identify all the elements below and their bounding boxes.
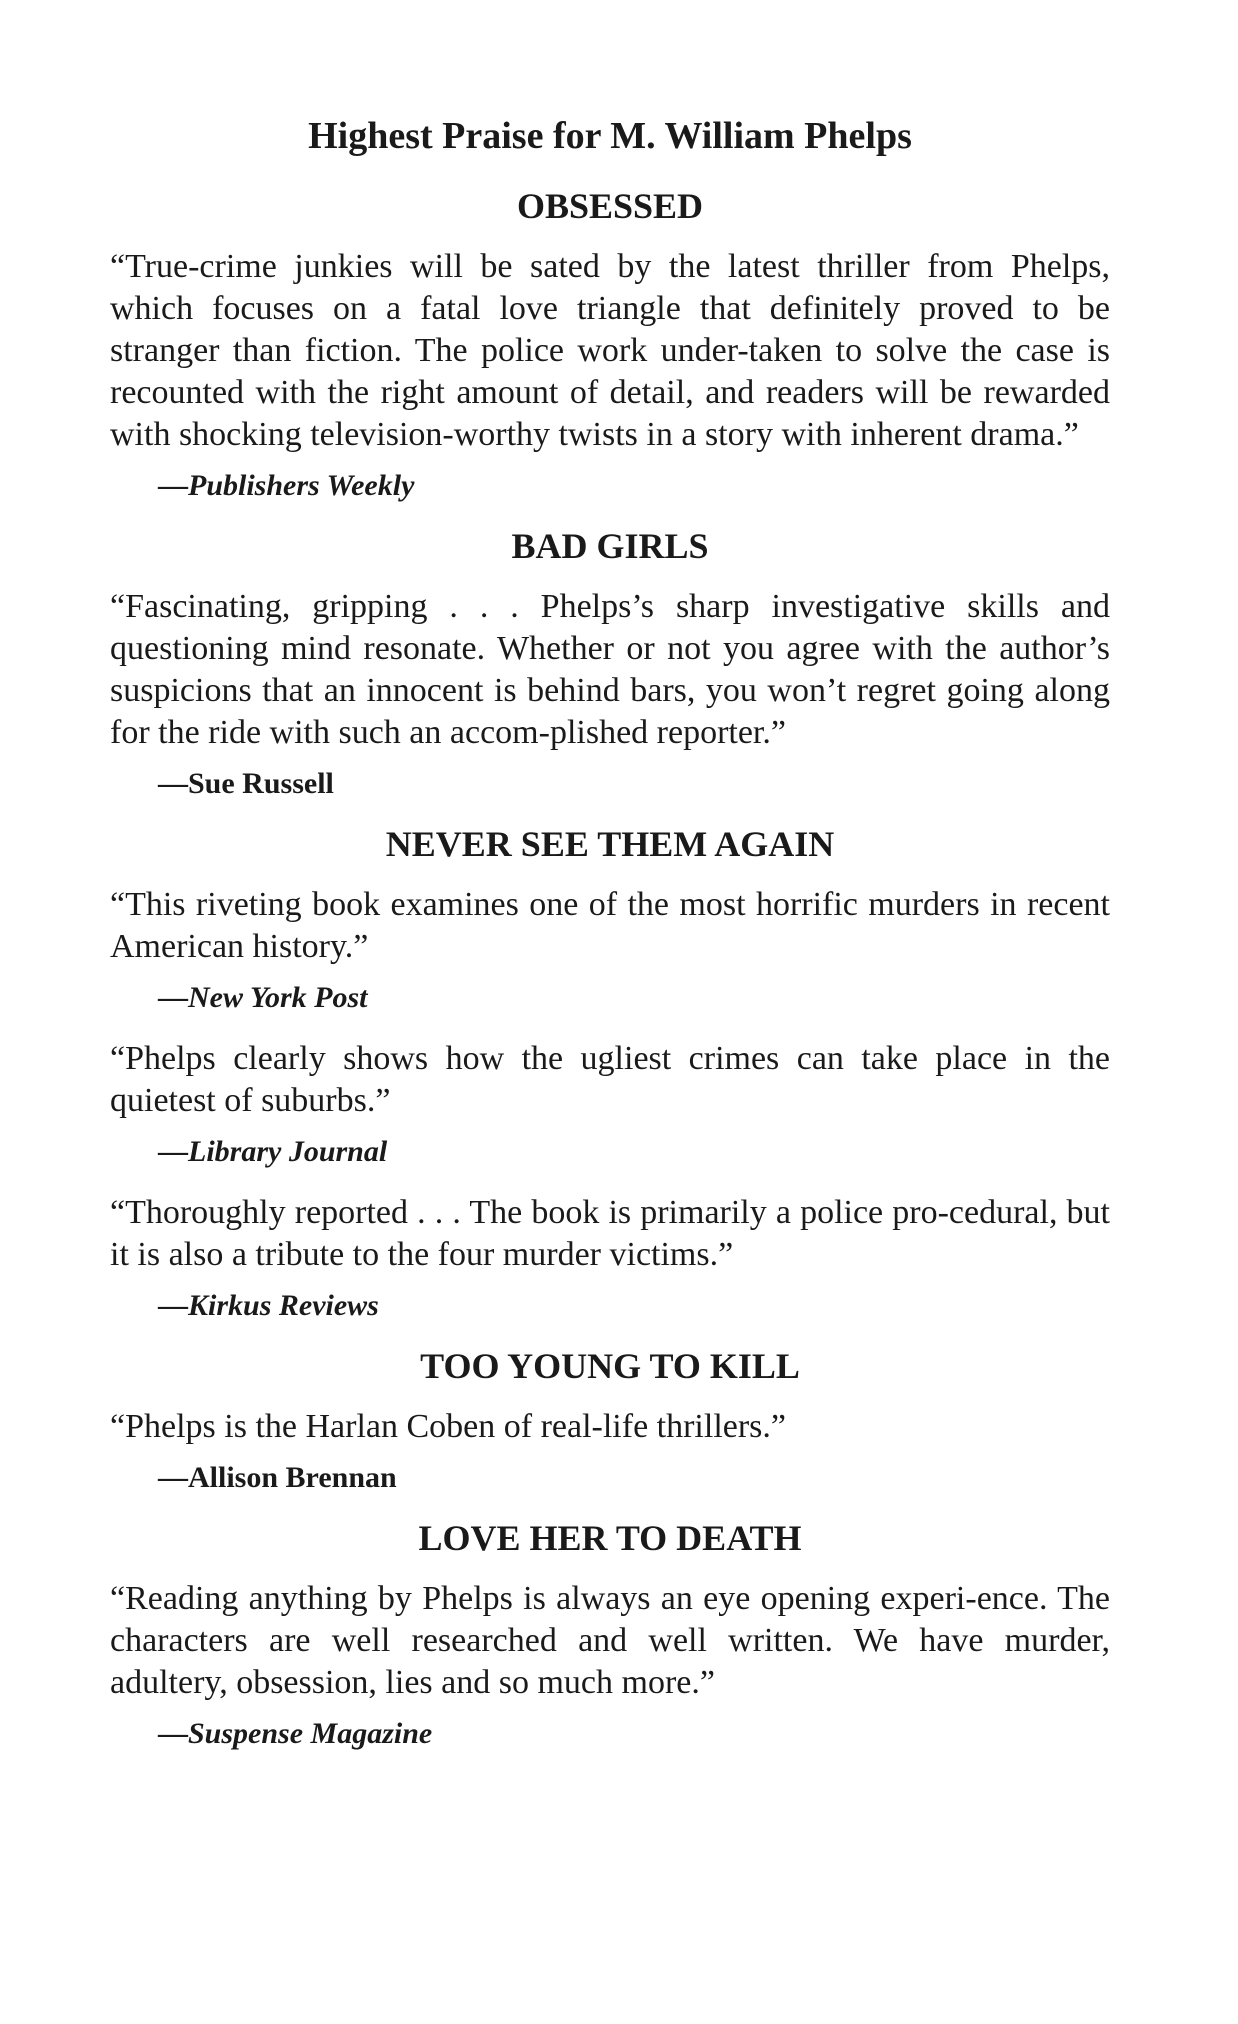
review-attribution — [158, 1286, 1110, 1326]
attribution-dash: — — [158, 1135, 188, 1168]
attribution-dash: — — [158, 1717, 188, 1750]
review-quote: “Reading anything by Phelps is always an eye opening experi-ence. The characters are well researched and well written. We have murder, adultery, obsession, lies and so much more.” — [110, 1580, 1110, 1701]
page-title: Highest Praise for M. William Phelps — [308, 115, 912, 157]
section-title: BAD GIRLS — [511, 526, 709, 566]
review-quote: “Thoroughly reported . . . The book is primarily a police pro-cedural, but it is also a tribute to the four murder victims.” — [110, 1194, 1110, 1273]
attribution-source: Kirkus Reviews — [188, 1289, 379, 1322]
review-attribution — [158, 1458, 1110, 1498]
review-quote: “Phelps is the Harlan Coben of real-life thrillers.” — [110, 1408, 786, 1445]
review-quote: “True-crime junkies will be sated by the latest thriller from Phelps, which focuses on a fatal love triangle that definitely proved to be stranger than fiction. The police work under-taken to solve the case is recounted with the right amount of detail, and readers will be rewarded with shocking television-worthy twists in a story with inherent drama.” — [110, 248, 1110, 453]
review-entry — [110, 884, 1110, 1018]
section-love-her-to-death — [110, 1516, 1110, 1754]
review-entry — [110, 1406, 1110, 1498]
review-entry — [110, 1578, 1110, 1754]
review-entry — [110, 586, 1110, 804]
attribution-dash: — — [158, 1461, 188, 1494]
review-entry — [110, 1038, 1110, 1172]
review-attribution — [158, 466, 1110, 506]
review-quote: “Phelps clearly shows how the ugliest crimes can take place in the quietest of suburbs.” — [110, 1040, 1110, 1119]
review-entry — [110, 246, 1110, 506]
attribution-source: New York Post — [188, 981, 368, 1014]
section-title: TOO YOUNG TO KILL — [420, 1346, 800, 1386]
section-title: LOVE HER TO DEATH — [418, 1518, 802, 1558]
review-quote: “Fascinating, gripping . . . Phelps’s sharp investigative skills and questioning mind resonate. Whether or not you agree with the author’s suspicions that an innocent is behind bars, you won’t regret going along for the ride with such an accom-plished reporter.” — [110, 588, 1110, 751]
section-bad-girls — [110, 524, 1110, 804]
attribution-source: Allison Brennan — [188, 1461, 397, 1494]
attribution-source: Sue Russell — [188, 767, 334, 800]
section-never-see-them-again — [110, 822, 1110, 1326]
section-obsessed — [110, 184, 1110, 506]
attribution-source: Suspense Magazine — [188, 1717, 433, 1750]
attribution-dash: — — [158, 469, 188, 502]
section-title: OBSESSED — [516, 186, 704, 226]
praise-page — [110, 110, 1110, 1772]
attribution-dash: — — [158, 1289, 188, 1322]
attribution-source: Library Journal — [188, 1135, 388, 1168]
review-attribution — [158, 1714, 1110, 1754]
section-too-young-to-kill — [110, 1344, 1110, 1498]
review-entry — [110, 1192, 1110, 1326]
review-attribution — [158, 978, 1110, 1018]
attribution-source: Publishers Weekly — [188, 469, 415, 502]
section-title: NEVER SEE THEM AGAIN — [385, 824, 835, 864]
review-attribution — [158, 1132, 1110, 1172]
review-quote: “This riveting book examines one of the most horrific murders in recent American history.” — [110, 886, 1110, 965]
attribution-dash: — — [158, 981, 188, 1014]
attribution-dash: — — [158, 767, 188, 800]
review-attribution — [158, 764, 1110, 804]
